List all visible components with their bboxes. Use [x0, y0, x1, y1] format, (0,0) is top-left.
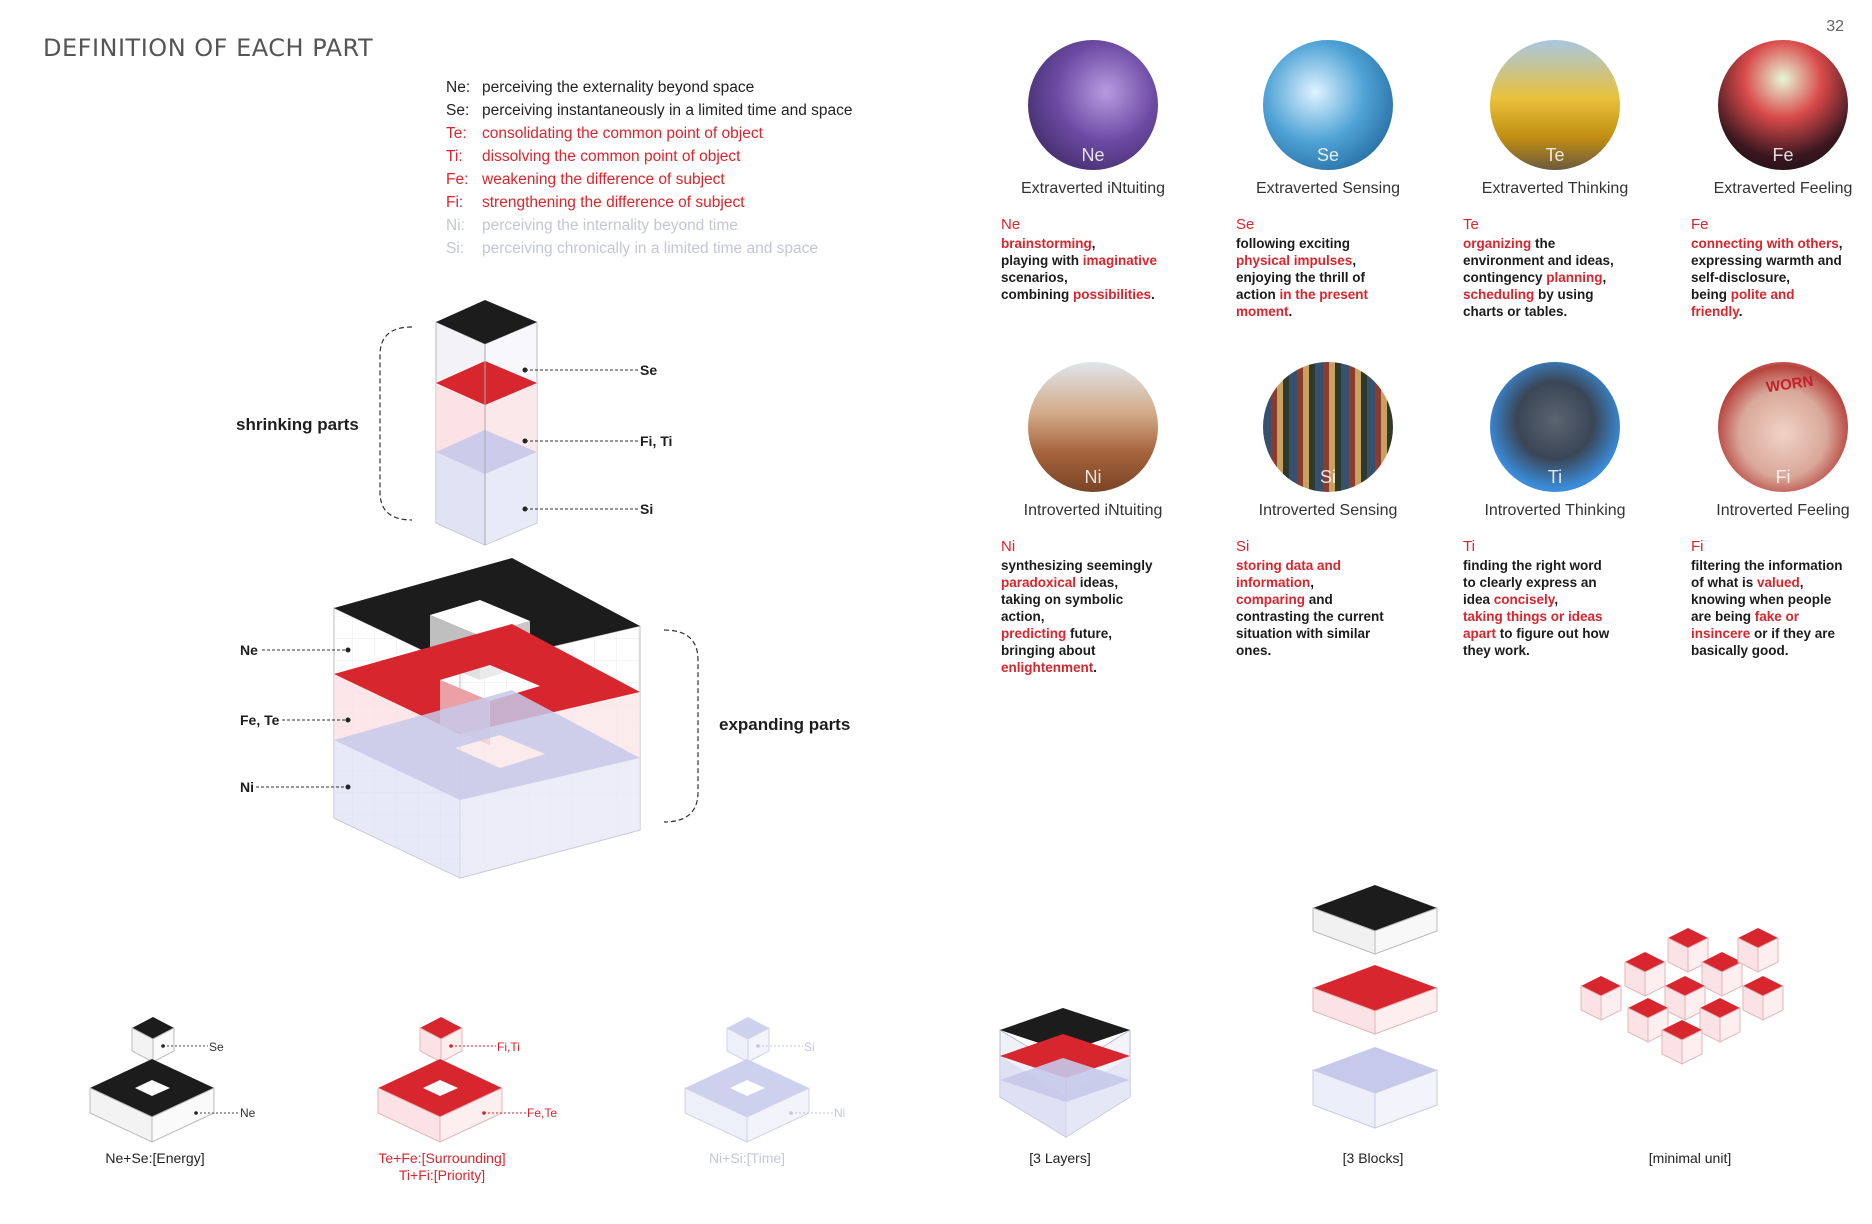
legend-text: dissolving the common point of object — [482, 148, 741, 165]
unit-cube — [1700, 998, 1740, 1042]
function-description — [1691, 538, 1872, 659]
time-caption: Ni+Si:[Time] — [708, 1150, 786, 1166]
description-text: future, bringing about — [1001, 626, 1113, 658]
highlight-text: storing data and information — [1236, 558, 1342, 590]
function-description — [1001, 216, 1186, 303]
surrounding-caption — [337, 1150, 547, 1184]
description-text: , knowing when people are being — [1691, 575, 1832, 624]
expanding-bracket — [664, 630, 698, 822]
circle-code-label: Ne — [1081, 145, 1105, 165]
circle-code-label: Ti — [1547, 467, 1563, 487]
fireworks-icon — [1718, 40, 1848, 170]
function-name: Extraverted Thinking — [1481, 180, 1629, 197]
function-card-fe — [1688, 40, 1872, 198]
unit-caption: [minimal unit] — [1648, 1150, 1732, 1166]
surrounding-diagram — [378, 1017, 526, 1142]
function-card-se — [1233, 40, 1423, 198]
legend-text: consolidating the common point of object — [482, 125, 763, 142]
description-text: or if they are basically good. — [1691, 626, 1836, 658]
function-description — [1001, 538, 1186, 676]
highlight-text: imaginative — [1082, 253, 1158, 268]
highlight-text: connecting with others — [1691, 236, 1839, 251]
bottom-diagrams — [0, 880, 1872, 1220]
unit-cube — [1743, 976, 1783, 1020]
legend-text: strengthening the difference of subject — [482, 194, 745, 211]
description-text: . — [1093, 660, 1098, 675]
description-text: , expressing warmth and self-disclosure, being — [1691, 236, 1843, 302]
screaming-face-icon — [1718, 362, 1848, 492]
unit-cube — [1581, 976, 1621, 1020]
function-description — [1236, 216, 1421, 320]
justice-statue-icon — [1490, 362, 1620, 492]
description-text: the environment and ideas, contingency — [1463, 236, 1614, 285]
description-text: synthesizing seemingly — [1001, 558, 1153, 573]
description-code: Te — [1463, 216, 1479, 233]
function-description — [1236, 538, 1421, 659]
legend-text: perceiving instantaneously in a limited time and space — [482, 102, 853, 119]
tower-callout-fiti: Fi, Ti — [640, 433, 673, 449]
surrounding-callout-fete: Fe,Te — [527, 1106, 558, 1120]
bulldozer-icon — [1490, 40, 1620, 170]
description-text: by using charts or tables. — [1463, 287, 1594, 319]
highlight-text: fake or insincere — [1691, 609, 1800, 641]
description-text: , — [1602, 270, 1607, 285]
description-text: to figure out how they work. — [1463, 626, 1610, 658]
three-layers-diagram — [1000, 1008, 1130, 1137]
function-card-te — [1460, 40, 1650, 198]
legend-key: Te: — [446, 125, 467, 142]
description-code: Se — [1236, 216, 1255, 233]
photo-text: WORN — [1765, 372, 1815, 397]
description-text: . — [1288, 304, 1293, 319]
page-number: 32 — [1826, 18, 1844, 35]
bookshelf-icon — [1263, 362, 1393, 492]
highlight-text: taking things or ideas apart — [1463, 609, 1603, 641]
surrounding-caption-line-1: Te+Fe:[Surrounding] — [378, 1150, 506, 1166]
surrounding-callout-fiti: Fi,Ti — [497, 1040, 520, 1054]
legend-key: Fi: — [446, 194, 464, 211]
page-title: DEFINITION OF EACH PART — [43, 34, 374, 62]
legend-text: perceiving the externality beyond space — [482, 79, 755, 96]
description-text: . — [1738, 304, 1743, 319]
legend-text: perceiving the internality beyond time — [482, 217, 738, 234]
highlight-text: in the present moment — [1236, 287, 1369, 319]
shrinking-bracket — [380, 327, 412, 520]
circle-code-label: Te — [1545, 145, 1565, 165]
highlight-text: planning — [1546, 270, 1603, 285]
energy-callout-se: Se — [209, 1040, 224, 1054]
highlight-text: possibilities — [1073, 287, 1152, 302]
description-code: Ne — [1001, 216, 1021, 233]
function-name: Extraverted Feeling — [1713, 180, 1853, 197]
description-text: filtering the information of what is — [1691, 558, 1843, 590]
highlight-text: physical impulses — [1236, 253, 1353, 268]
function-card-ti — [1460, 362, 1650, 520]
circle-code-label: Fi — [1775, 467, 1791, 487]
description-text: finding the right word to clearly express an idea — [1463, 558, 1602, 607]
legend-key: Fe: — [446, 171, 469, 188]
legend-key: Ne: — [446, 79, 471, 96]
function-card-si — [1233, 362, 1423, 520]
unit-cube — [1625, 952, 1665, 996]
function-card-ni — [998, 362, 1188, 520]
circle-code-label: Si — [1319, 467, 1336, 487]
highlight-text: polite and friendly — [1691, 287, 1795, 319]
description-text: . — [1151, 287, 1155, 302]
surfer-icon — [1263, 40, 1393, 170]
lightning-icon — [1028, 40, 1158, 170]
energy-caption: Ne+Se:[Energy] — [105, 1150, 205, 1166]
energy-callout-ne: Ne — [240, 1106, 256, 1120]
highlight-text: scheduling — [1463, 287, 1535, 302]
function-description — [1463, 538, 1648, 659]
minimal-unit-diagram — [1581, 928, 1783, 1064]
time-callout-si: Si — [804, 1040, 815, 1054]
layers-caption: [3 Layers] — [1029, 1150, 1091, 1166]
highlight-text: organizing — [1463, 236, 1532, 251]
function-name: Introverted iNtuiting — [1023, 502, 1163, 519]
function-name: Introverted Thinking — [1484, 502, 1626, 519]
highlight-text: predicting — [1001, 626, 1067, 641]
legend-key: Si: — [446, 240, 465, 257]
circle-code-label: Ni — [1084, 467, 1102, 487]
cube-callout-ni: Ni — [240, 779, 254, 795]
legend-text: weakening the difference of subject — [482, 171, 725, 188]
description-code: Ni — [1001, 538, 1016, 555]
unit-cube — [1738, 928, 1778, 972]
description-code: Ti — [1463, 538, 1475, 555]
description-text: , — [1310, 575, 1315, 590]
cube-callout-fete: Fe, Te — [240, 712, 280, 728]
description-text: , — [1554, 592, 1559, 607]
tower-callout-se: Se — [640, 362, 658, 378]
function-description — [1463, 216, 1648, 320]
highlight-text: concisely — [1493, 592, 1555, 607]
description-code: Fi — [1691, 538, 1704, 555]
energy-diagram — [90, 1017, 238, 1142]
time-callout-ni: Ni — [834, 1106, 846, 1120]
description-text: following exciting — [1236, 236, 1350, 251]
tower-callout-si: Si — [640, 501, 654, 517]
shrinking-tower — [436, 300, 537, 545]
description-text: ideas, taking on symbolic action, — [1001, 575, 1124, 624]
function-card-fi — [1688, 362, 1872, 520]
unit-cube — [1665, 976, 1705, 1020]
highlight-text: brainstorming — [1001, 236, 1092, 251]
highlight-text: paradoxical — [1001, 575, 1077, 590]
description-text: and contrasting the current situation with similar ones. — [1236, 592, 1384, 658]
highlight-text: comparing — [1236, 592, 1306, 607]
legend-text: perceiving chronically in a limited time and space — [482, 240, 818, 257]
legend-key: Ti: — [446, 148, 463, 165]
description-text: , enjoying the thrill of action — [1236, 253, 1365, 302]
function-name: Extraverted iNtuiting — [1020, 180, 1166, 197]
ruins-icon — [1028, 362, 1158, 492]
description-code: Fe — [1691, 216, 1709, 233]
function-description — [1691, 216, 1872, 320]
expanding-cube — [334, 558, 640, 878]
three-blocks-diagram — [1313, 885, 1437, 1128]
expanding-parts-label: expanding parts — [719, 715, 851, 734]
tower-callout-lines — [523, 368, 639, 512]
surrounding-caption-line-2: Ti+Fi:[Priority] — [398, 1167, 486, 1183]
description-code: Si — [1236, 538, 1250, 555]
legend-key: Ni: — [446, 217, 465, 234]
cube-callout-ne: Ne — [240, 642, 258, 658]
function-name: Introverted Sensing — [1258, 502, 1398, 519]
shrinking-parts-label: shrinking parts — [236, 415, 359, 434]
time-diagram — [685, 1017, 833, 1142]
description-text: scenarios, combining — [1001, 270, 1070, 302]
legend-key: Se: — [446, 102, 470, 119]
circle-code-label: Fe — [1772, 145, 1794, 165]
highlight-text: enlightenment — [1001, 660, 1094, 675]
function-card-ne — [998, 40, 1188, 198]
function-name: Introverted Feeling — [1716, 502, 1850, 519]
description-text: , playing with — [1001, 236, 1096, 268]
circle-code-label: Se — [1316, 145, 1340, 165]
highlight-text: valued — [1757, 575, 1800, 590]
function-name: Extraverted Sensing — [1255, 180, 1401, 197]
blocks-caption: [3 Blocks] — [1342, 1150, 1404, 1166]
